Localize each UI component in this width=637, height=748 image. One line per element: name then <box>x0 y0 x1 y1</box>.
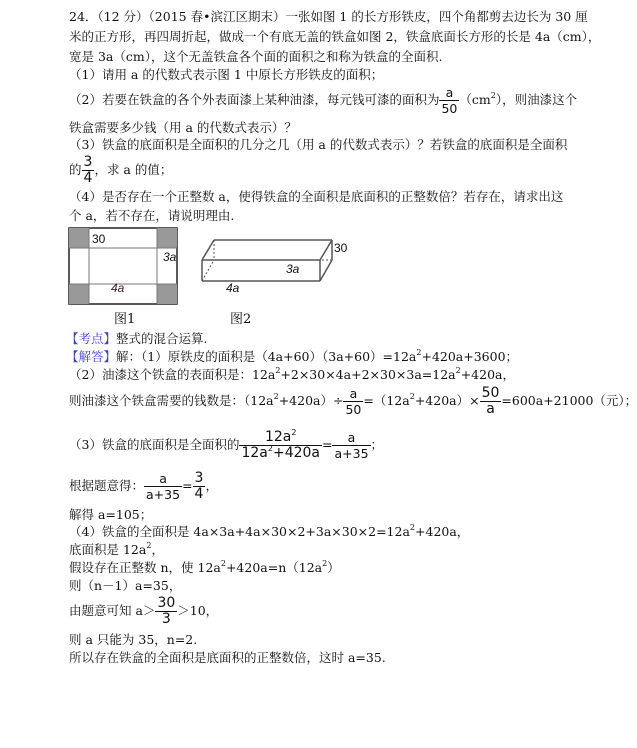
denominator: 4 <box>83 170 93 186</box>
text: +420a）÷ <box>278 393 344 408</box>
fraction <box>155 596 177 627</box>
text: 12a <box>241 445 268 461</box>
question-line: 宽是 3a（cm），这个无盖铁盒各个面的面积之和称为铁盒的全面积. <box>69 49 443 64</box>
fraction <box>343 386 363 417</box>
solution-line <box>69 471 218 502</box>
superscript: 2 <box>291 428 297 437</box>
solution-line <box>69 560 340 576</box>
text: ＞10， <box>177 603 219 618</box>
superscript: 2 <box>416 348 422 357</box>
question-line: 米的正方形，再四周折起，做成一个有底无盖的铁盒如图 2，铁盒底面长方形的长是 4a（cm）， <box>69 29 601 44</box>
solution-line <box>69 367 515 383</box>
kaodian-tag: 【考点】 <box>66 331 117 346</box>
solution-line <box>69 430 383 461</box>
text: 解：（1）原铁皮的面积是（4a+60）（3a+60）=12a <box>116 349 417 364</box>
superscript: 2 <box>146 541 152 550</box>
text: （4）铁盒的全面积是 4a×3a+4a×30×2+3a×30×2=12a <box>69 524 410 539</box>
text: ， <box>205 478 218 493</box>
text: +2×30×4a+2×30×3a=12a <box>280 367 456 382</box>
solution-line: 所以存在铁盒的全面积是底面积的正整数倍，这时 a=35. <box>69 650 386 665</box>
text: （2）若要在铁盒的各个外表面漆上某种油漆，每元钱可漆的面积为 <box>69 92 440 107</box>
figure-1-caption: 图1 <box>114 312 136 327</box>
figure-1-sheet-diagram <box>68 227 180 307</box>
denominator: a+35 <box>334 446 369 461</box>
numerator: a <box>439 85 459 101</box>
text: （2）油漆这个铁盒的表面积是：12a <box>69 367 276 382</box>
solution-line <box>69 524 469 540</box>
text: 底面积是 12a <box>69 542 147 557</box>
figure-1-label-4a: 4a <box>111 281 125 295</box>
numerator: a <box>144 471 182 487</box>
figure-2-label-30: 30 <box>334 241 348 255</box>
text: +420a， <box>415 524 470 539</box>
solution-line <box>69 542 164 558</box>
denominator: a <box>486 401 495 417</box>
text: +420a <box>272 445 320 461</box>
superscript: 2 <box>273 392 279 401</box>
text: 假设存在正整数 n，使 12a <box>69 560 221 575</box>
solution-line: 则（n－1）a=35， <box>69 578 182 593</box>
question-part-3: （3）铁盒的底面积是全面积的几分之几（用 a 的代数式表示）？若铁盒的底面积是全面积 <box>69 137 568 152</box>
superscript: 2 <box>275 366 281 375</box>
denominator: 3 <box>161 611 171 627</box>
text: =（12a <box>363 393 410 408</box>
numerator: 3 <box>194 470 204 486</box>
text: 由题意可知 a＞ <box>69 603 156 618</box>
question-line: 个 a，若不存在，请说明理由. <box>69 208 235 223</box>
question-part-1: （1）请用 a 的代数式表示图 1 中原长方形铁皮的面积； <box>69 67 384 82</box>
question-line: 24．（12 分）（2015 春•滨江区期末）一张如图 1 的长方形铁皮，四个角都剪去边长为 30 厘 <box>69 9 588 24</box>
text: 整式的混合运算. <box>116 331 208 346</box>
text: ） <box>327 560 340 575</box>
fraction <box>144 471 182 502</box>
fraction <box>332 430 370 461</box>
fraction <box>480 386 502 417</box>
figure-1-label-30: 30 <box>92 232 106 246</box>
fraction <box>439 85 459 116</box>
figure-2-label-4a: 4a <box>226 281 240 295</box>
numerator: 3 <box>83 154 93 170</box>
kaodian-line <box>66 331 208 347</box>
text: （cm <box>459 92 491 107</box>
figure-1-label-3a: 3a <box>163 250 177 264</box>
question-line: 铁盒需要多少钱（用 a 的代数式表示）？ <box>69 120 297 135</box>
superscript: 2 <box>455 366 461 375</box>
denominator: 50 <box>441 101 458 116</box>
figure-2-caption: 图2 <box>230 312 252 327</box>
text: （3）铁盒的底面积是全面积的 <box>69 437 240 452</box>
text: 12a <box>264 429 292 445</box>
solution-line <box>69 596 218 627</box>
text: ，求 a 的值； <box>94 162 173 177</box>
denominator: a+35 <box>146 487 181 502</box>
superscript: 2 <box>409 523 416 532</box>
text: = <box>322 437 333 452</box>
numerator: a <box>343 386 363 402</box>
fraction <box>193 471 206 502</box>
denominator <box>239 446 322 461</box>
text: 根据题意得： <box>69 478 145 493</box>
text: ； <box>370 437 384 452</box>
numerator: a <box>332 430 370 446</box>
text: +420a=n（12a <box>225 560 323 575</box>
fraction <box>82 155 95 186</box>
text: 的 <box>69 162 82 177</box>
numerator: 50 <box>481 385 500 401</box>
superscript: 2 <box>267 444 273 453</box>
text: 则油漆这个铁盒需要的钱数是：（12a <box>69 393 274 408</box>
figure-2-label-3a: 3a <box>286 262 300 276</box>
text: = <box>182 478 193 493</box>
text: +420a+3600； <box>421 349 519 364</box>
solution-line: 解得 a=105； <box>69 507 153 522</box>
figure-2-box-diagram <box>200 234 335 284</box>
question-part-4: （4）是否存在一个正整数 a，使得铁盒的全面积是底面积的正整数倍？若存在，请求出这 <box>69 189 564 204</box>
solution-line <box>69 386 637 417</box>
question-part-2 <box>69 85 577 116</box>
solution-line: 则 a 只能为 35，n=2. <box>69 632 198 647</box>
text: ），则油漆这个 <box>495 92 578 107</box>
fraction <box>239 430 322 461</box>
denominator: 4 <box>194 486 204 502</box>
numerator: 30 <box>157 595 176 611</box>
text: =600a+21000（元）； <box>501 393 637 408</box>
jieda-tag: 【解答】 <box>66 349 117 364</box>
text: ， <box>151 542 164 557</box>
question-line <box>69 155 172 186</box>
superscript: 2 <box>322 559 328 568</box>
text: +420a， <box>460 367 515 382</box>
numerator <box>239 430 322 446</box>
text: +420a）× <box>414 393 480 408</box>
superscript: 2 <box>220 559 226 568</box>
denominator: 50 <box>345 402 362 417</box>
superscript: 2 <box>409 392 415 401</box>
superscript: 2 <box>490 91 496 100</box>
jieda-line <box>66 349 518 365</box>
